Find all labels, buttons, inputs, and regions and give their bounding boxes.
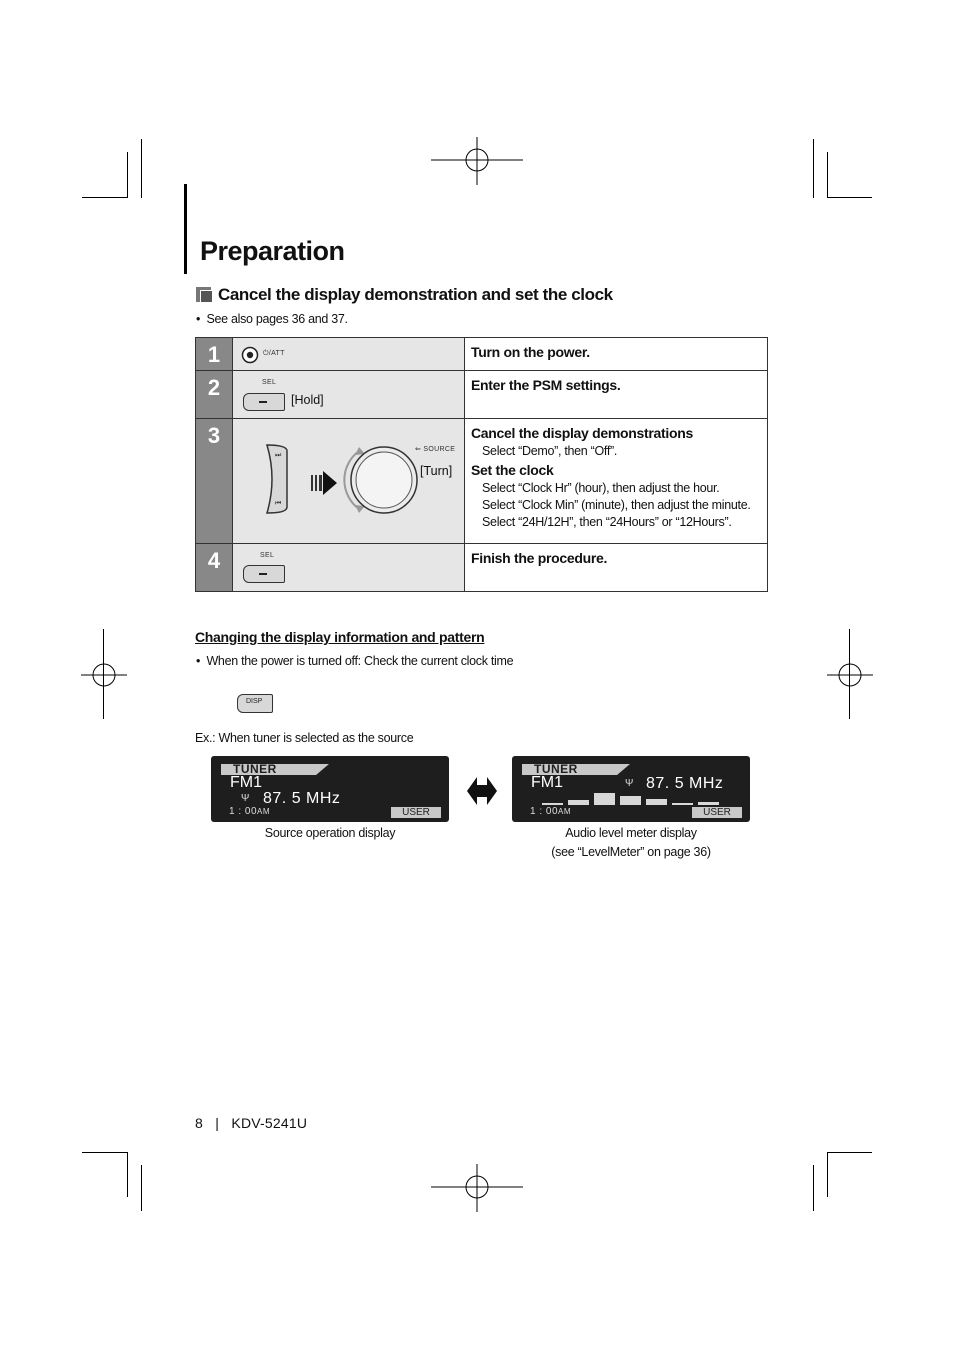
- tuner-label: TUNER: [233, 762, 277, 776]
- step-number: [196, 544, 233, 592]
- see-also-note: • See also pages 36 and 37.: [196, 312, 348, 326]
- step-illustration: [233, 544, 465, 592]
- power-button-icon: [241, 346, 259, 364]
- step-detail: Select “Clock Min” (minute), then adjust the minute.: [482, 498, 751, 512]
- section-square-inner: [200, 290, 213, 303]
- step-heading: Cancel the display demonstrations: [471, 425, 693, 441]
- step-number-text: 1: [207, 342, 221, 367]
- tuner-label: TUNER: [534, 762, 578, 776]
- see-also-text: See also pages 36 and 37.: [206, 312, 348, 326]
- sel-button-icon: [243, 565, 285, 583]
- level-meter-bar: [568, 800, 589, 805]
- registration-mark-left: [81, 652, 127, 698]
- skip-rocker-icon: [261, 441, 291, 517]
- level-meter-bar: [620, 796, 641, 805]
- registration-mark-bottom: [431, 1164, 523, 1212]
- step-detail: Select “24H/12H”, then “24Hours” or “12Hours”.: [482, 515, 732, 529]
- step-illustration: [233, 338, 465, 371]
- antenna-icon: Ψ: [625, 778, 634, 789]
- registration-mark-top: [431, 137, 523, 185]
- clock-suffix: AM: [558, 807, 572, 816]
- sel-button-icon: [243, 393, 285, 411]
- step-number-text: 2: [207, 375, 221, 400]
- level-meter-bar: [646, 799, 667, 805]
- step-number: [196, 419, 233, 544]
- step-number: [196, 371, 233, 419]
- title-bar: [184, 184, 187, 274]
- display-note-text: When the power is turned off: Check the current clock time: [206, 654, 514, 668]
- caption-source-display: Source operation display: [264, 826, 396, 840]
- frequency-label: 87. 5 MHz: [646, 775, 724, 792]
- power-att-label: ⏻/ATT: [263, 350, 285, 357]
- level-meter-bar: [672, 803, 693, 805]
- step-text: [465, 419, 768, 544]
- registration-mark-right: [827, 652, 873, 698]
- antenna-icon: Ψ: [241, 793, 250, 804]
- clock-time: 1 : 00: [530, 806, 559, 817]
- svg-text:⏭: ⏭: [275, 451, 282, 459]
- level-meter-bar: [594, 793, 615, 805]
- step-heading-clock: Set the clock: [471, 462, 554, 478]
- step-row-4: [196, 544, 768, 592]
- disp-button-icon: [237, 694, 273, 713]
- step-row-1: [196, 338, 768, 371]
- frequency-label: 87. 5 MHz: [263, 790, 341, 807]
- sel-label: SEL: [262, 379, 277, 386]
- display-section-title: Changing the display information and pattern: [195, 629, 485, 645]
- step-text: [465, 544, 768, 592]
- user-badge: USER: [692, 807, 742, 818]
- step-heading: Enter the PSM settings.: [471, 377, 621, 393]
- steps-table: [195, 337, 768, 592]
- source-label-text: SOURCE: [423, 446, 456, 453]
- section-title: Cancel the display demonstration and set the clock: [218, 285, 613, 304]
- step-row-3: [196, 419, 768, 544]
- page-title: Preparation: [200, 236, 345, 266]
- display-note: • When the power is turned off: Check the current clock time: [196, 654, 514, 668]
- step-illustration: [233, 371, 465, 419]
- sel-label: SEL: [260, 552, 275, 559]
- step-text: [465, 371, 768, 419]
- step-number: [196, 338, 233, 371]
- step-heading: Finish the procedure.: [471, 550, 608, 566]
- double-arrow-icon: [467, 775, 497, 807]
- step-detail: Select “Clock Hr” (hour), then adjust the hour.: [482, 481, 720, 495]
- turn-label: [Turn]: [420, 464, 453, 478]
- step-number-text: 4: [207, 548, 221, 573]
- arrow-right-icon: [311, 469, 337, 497]
- footer-separator: |: [215, 1115, 220, 1131]
- step-number-text: 3: [207, 423, 221, 448]
- step-heading: Turn on the power.: [471, 344, 590, 360]
- caption-level-meter: Audio level meter display: [565, 826, 697, 840]
- hold-label: [Hold]: [291, 393, 324, 407]
- caption-level-meter-ref: (see “LevelMeter” on page 36): [551, 845, 711, 859]
- page-footer: [195, 1115, 307, 1131]
- model-name: KDV-5241U: [231, 1115, 308, 1131]
- level-meter-bar: [542, 803, 563, 805]
- page-number: 8: [195, 1115, 203, 1131]
- step-row-2: [196, 371, 768, 419]
- step-detail: Select “Demo”, then “Off”.: [482, 444, 618, 458]
- band-label: FM1: [531, 774, 563, 791]
- lcd-level-meter-display: [512, 756, 750, 822]
- clock-time: 1 : 00: [229, 806, 258, 817]
- clock-suffix: AM: [257, 807, 271, 816]
- step-text: [465, 338, 768, 371]
- level-meter-bar: [698, 802, 719, 805]
- clock-label: [229, 806, 270, 817]
- band-label: FM1: [230, 774, 262, 791]
- disp-button-label: DISP: [246, 698, 263, 705]
- lcd-source-display: [211, 756, 449, 822]
- user-badge: USER: [391, 807, 441, 818]
- example-note: Ex.: When tuner is selected as the source: [195, 731, 414, 745]
- svg-text:⏮: ⏮: [275, 499, 282, 507]
- step-illustration: [233, 419, 465, 544]
- source-label: ⇐ SOURCE: [415, 446, 456, 453]
- clock-label: [530, 806, 571, 817]
- volume-knob-icon: [341, 437, 423, 523]
